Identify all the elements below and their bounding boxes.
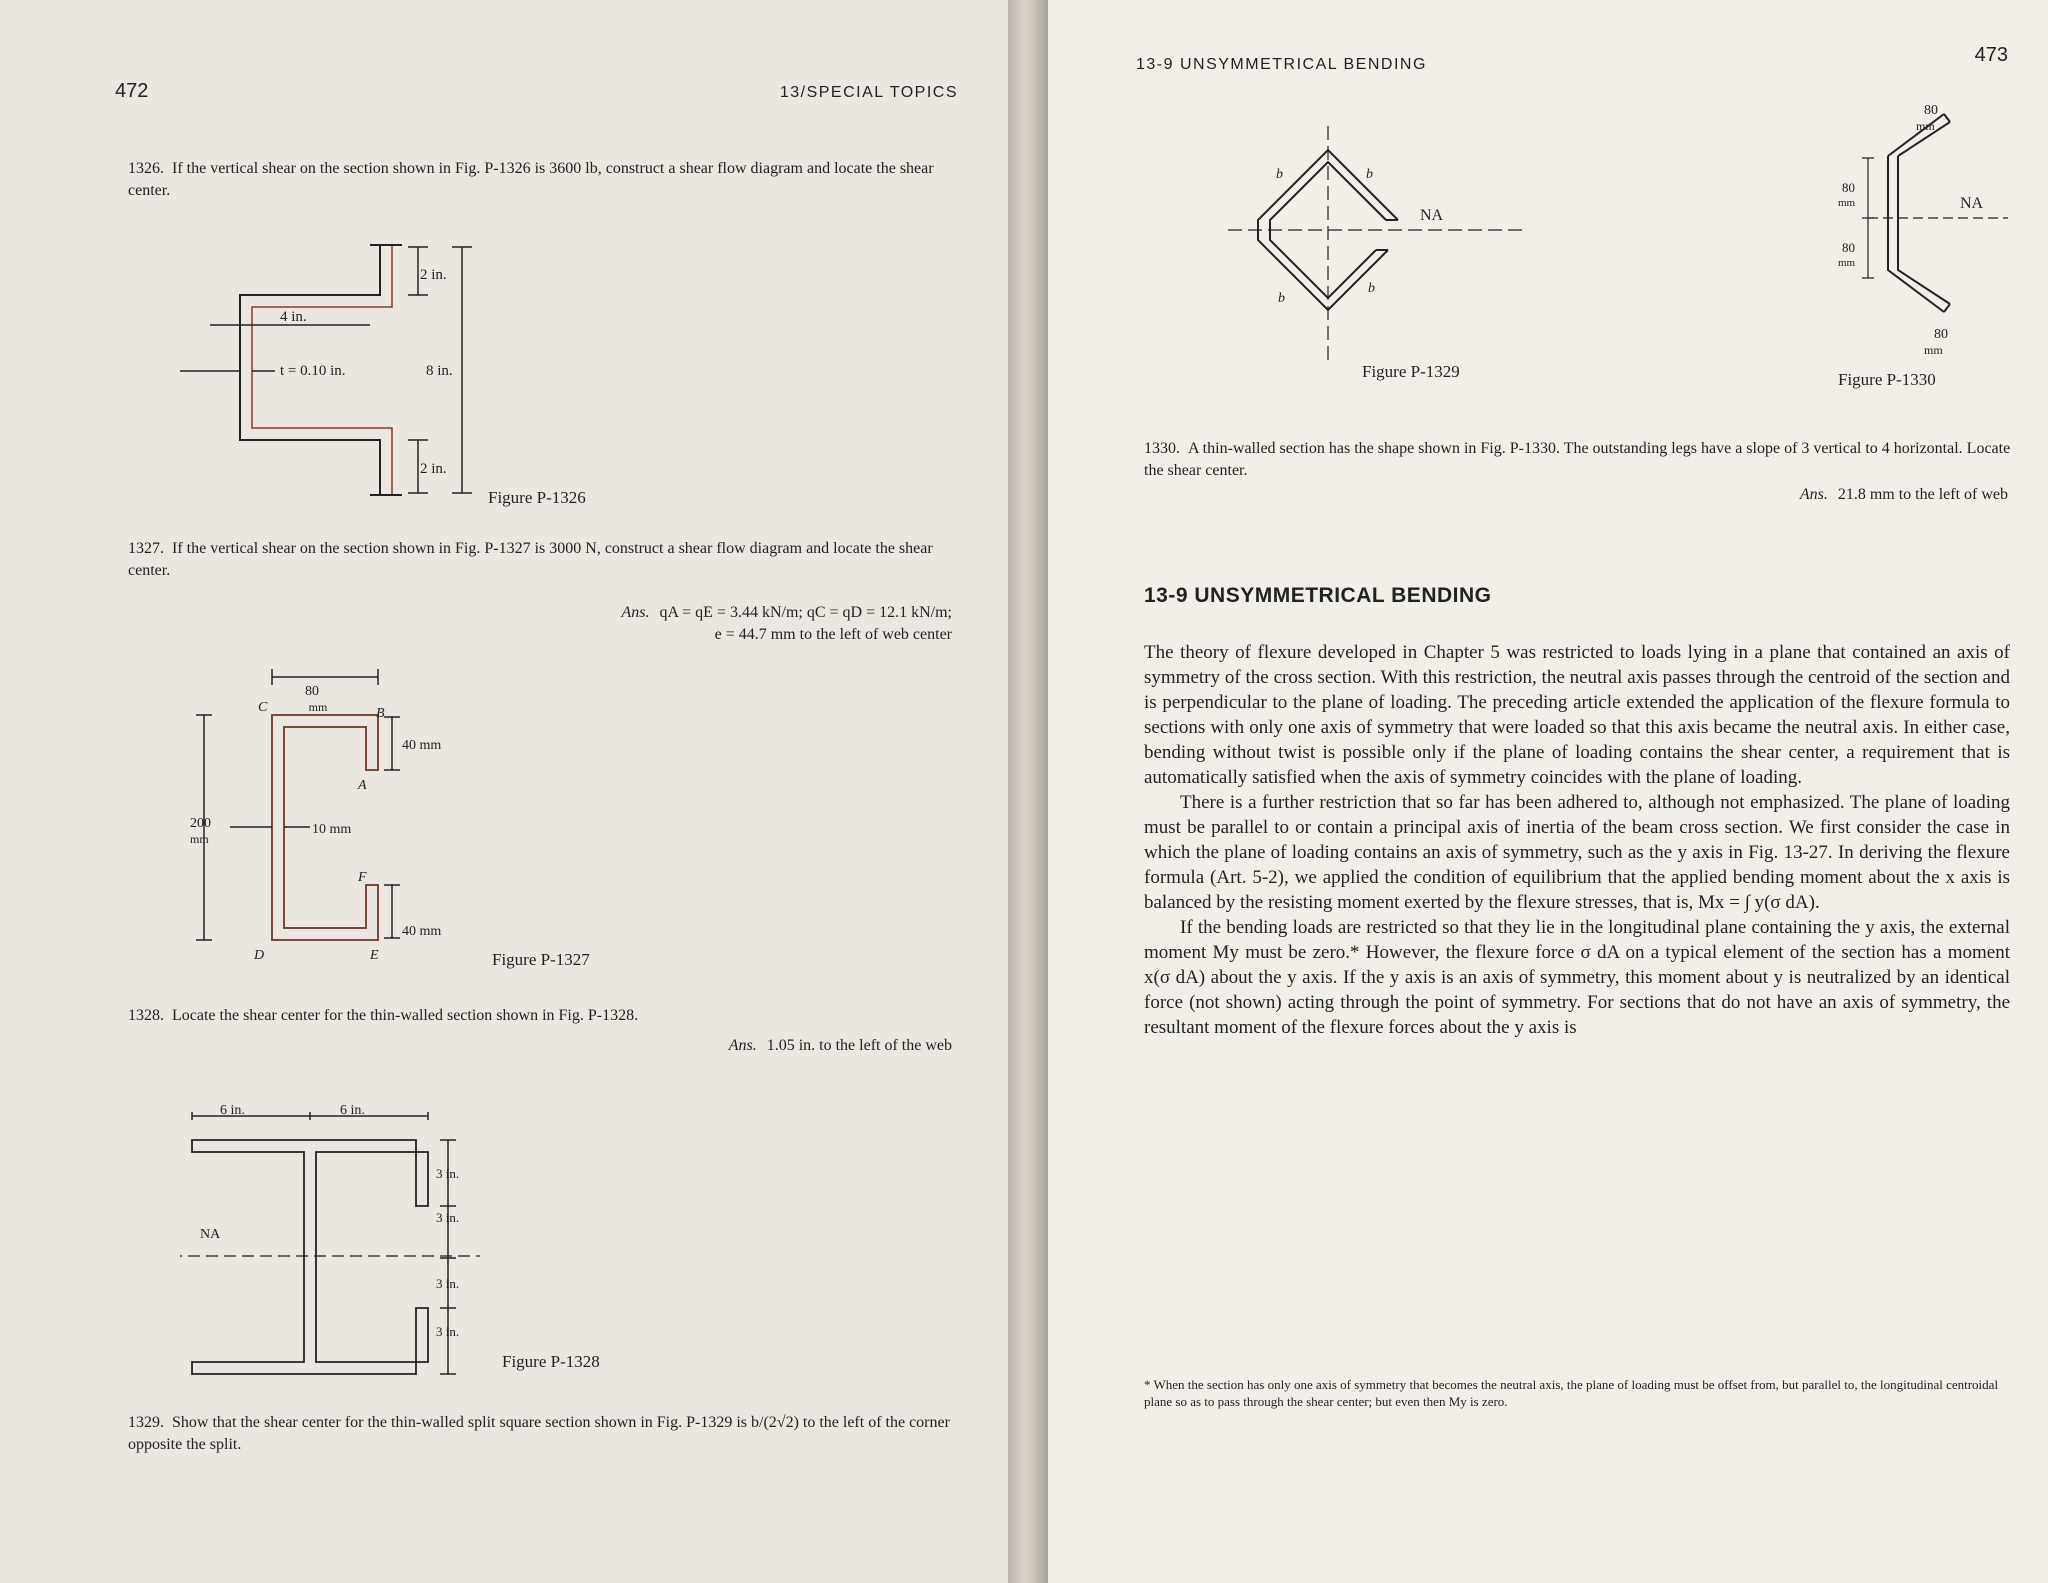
problem-1327: [128, 538, 956, 582]
point-c-label: C: [258, 700, 268, 715]
neutral-axis-label: NA: [1420, 207, 1444, 224]
figure-caption: Figure P-1328: [502, 1352, 600, 1371]
dim-bottom-label: 2 in.: [420, 461, 447, 477]
problem-1326: [128, 158, 956, 202]
point-a-label: A: [358, 778, 367, 793]
answer-label: Ans.: [1799, 486, 1828, 503]
answer-1327: [352, 602, 952, 646]
body-text: [1144, 640, 2010, 1040]
figure-p1328: [180, 1090, 500, 1390]
problem-number: 1330.: [1144, 440, 1180, 457]
top-leg-unit: mm: [1916, 119, 1935, 133]
paragraph: There is a further restriction that so far has been adhered to, although not emphasized. The plane of loading must be parallel to or contain a principal axis of inertia of the beam cross section. We first consider the case in which the plane of loading contains an axis of symmetry, such as the y axis in Fig. 13-27. In deriving the flexure formula (Art. 5-2), we applied the condition of equilibrium that the applied bending moment about the x axis is balanced by the resisting moment exerted by the flexure stresses, that is, Mx = ∫ y(σ dA).: [1144, 792, 2010, 913]
web-bottom-unit: mm: [1838, 257, 1856, 269]
point-b-label: B: [376, 706, 385, 721]
problem-number: 1327.: [128, 540, 164, 557]
width-unit: mm: [308, 700, 328, 714]
side-label-br: b: [1368, 281, 1375, 296]
point-f-label: F: [358, 870, 367, 885]
bottom-leg-unit: mm: [1924, 343, 1943, 357]
answer-label: Ans.: [728, 1037, 757, 1054]
answer-line: 21.8 mm to the left of web: [1837, 486, 2008, 503]
book-gutter: [1008, 0, 1048, 1583]
problem-text: A thin-walled section has the shape shown in Fig. P-1330. The outstanding legs have a slope of 3 vertical to 4 horizontal. Locate the shear center.: [1144, 440, 2011, 479]
answer-line: e = 44.7 mm to the left of web center: [714, 626, 952, 643]
running-head: 13-9 UNSYMMETRICAL BENDING: [1136, 56, 1427, 73]
dim-width-label: 4 in.: [280, 309, 307, 325]
running-head: 13/SPECIAL TOPICS: [779, 84, 958, 101]
dim-segment-4: 3 in.: [436, 1324, 460, 1339]
figure-caption: Figure P-1330: [1838, 370, 1936, 389]
answer-1328: [352, 1035, 952, 1057]
bottom-leg-value: 80: [1934, 327, 1948, 342]
problem-text: If the vertical shear on the section shown in Fig. P-1326 is 3600 lb, construct a shear flow diagram and locate the shear center.: [128, 160, 934, 199]
answer-line: qA = qE = 3.44 kN/m; qC = qD = 12.1 kN/m;: [659, 604, 952, 621]
top-leg-value: 80: [1924, 103, 1938, 118]
neutral-axis-label: NA: [200, 1227, 221, 1242]
dim-segment-1: 3 in.: [436, 1166, 460, 1181]
figure-caption: Figure P-1326: [488, 488, 586, 507]
width-value: 80: [305, 684, 319, 699]
dim-top-label: 2 in.: [420, 267, 447, 283]
dim-left-label: 6 in.: [220, 1103, 245, 1118]
height-unit: mm: [190, 832, 209, 846]
section-heading: 13-9 UNSYMMETRICAL BENDING: [1144, 584, 1492, 607]
side-label-tl: b: [1276, 167, 1283, 182]
figure-caption: Figure P-1327: [492, 950, 590, 969]
dim-thickness-label: t = 0.10 in.: [280, 363, 346, 379]
problem-number: 1326.: [128, 160, 164, 177]
page-number: 472: [115, 80, 149, 102]
problem-text: Locate the shear center for the thin-walled section shown in Fig. P-1328.: [172, 1007, 639, 1024]
right-page: [1048, 0, 2048, 1583]
lip-bottom-label: 40 mm: [402, 924, 442, 939]
problem-number: 1328.: [128, 1007, 164, 1024]
neutral-axis-label: NA: [1960, 195, 1984, 212]
page-number: 473: [1974, 44, 2008, 66]
problem-number: 1329.: [128, 1414, 164, 1431]
problem-text: If the vertical shear on the section shown in Fig. P-1327 is 3000 N, construct a shear flow diagram and locate the shear center.: [128, 540, 933, 579]
footnote: * When the section has only one axis of symmetry that becomes the neutral axis, the plane of loading must be offset from, but parallel to, the longitudinal centroidal plane so as to pass through the shear center; but even then My is zero.: [1144, 1377, 1999, 1409]
paragraph: The theory of flexure developed in Chapter 5 was restricted to loads lying in a plane that contained an axis of symmetry of the cross section. With this restriction, the neutral axis passes through the centroid of the section and is perpendicular to the plane of loading. The preceding article extended the application of the flexure formula to sections with only one axis of symmetry that were loaded so that this axis became the neutral axis. In either case, bending without twist is possible only if the plane of loading contains the shear center, a requirement that is automatically satisfied when the axis of symmetry coincides with the plane of loading.: [1144, 642, 2010, 788]
figure-p1330: [1838, 90, 2018, 360]
problem-1329: [128, 1412, 956, 1456]
lip-top-label: 40 mm: [402, 738, 442, 753]
point-e-label: E: [370, 948, 379, 963]
figure-caption: Figure P-1329: [1362, 362, 1460, 381]
web-top-unit: mm: [1838, 197, 1856, 209]
dim-height-label: 8 in.: [426, 363, 453, 379]
paragraph: If the bending loads are restricted so that they lie in the longitudinal plane containing the y axis, the external moment My must be zero.* However, the flexure force σ dA on a typical element of the section has a moment x(σ dA) about the y axis. If the y axis is an axis of symmetry, this moment about y is neutralized by an identical force (not shown) acting through the point of symmetry. For sections that do not have an axis of symmetry, the resultant moment of the flexure forces about the y axis is: [1144, 917, 2010, 1038]
web-bottom-value: 80: [1842, 240, 1855, 255]
answer-1330: [1508, 484, 2008, 506]
dim-segment-2: 3 in.: [436, 1210, 460, 1225]
point-d-label: D: [254, 948, 265, 963]
problem-1328: [128, 1005, 956, 1027]
answer-line: 1.05 in. to the left of the web: [766, 1037, 952, 1054]
dim-segment-3: 3 in.: [436, 1276, 460, 1291]
dim-right-label: 6 in.: [340, 1103, 365, 1118]
figure-p1329: [1228, 110, 1558, 370]
problem-text: Show that the shear center for the thin-walled split square section shown in Fig. P-1329 is b/(2√2) to the left of the corner opposite the split.: [128, 1414, 950, 1453]
answer-label: Ans.: [621, 604, 650, 621]
side-label-tr: b: [1366, 167, 1373, 182]
figure-p1326: [180, 235, 560, 525]
height-value: 200: [190, 816, 211, 831]
side-label-bl: b: [1278, 291, 1285, 306]
left-page: [0, 0, 1008, 1583]
web-top-value: 80: [1842, 180, 1855, 195]
problem-1330: [1144, 438, 2012, 482]
thickness-label: 10 mm: [312, 822, 352, 837]
figure-p1327: [180, 655, 510, 975]
